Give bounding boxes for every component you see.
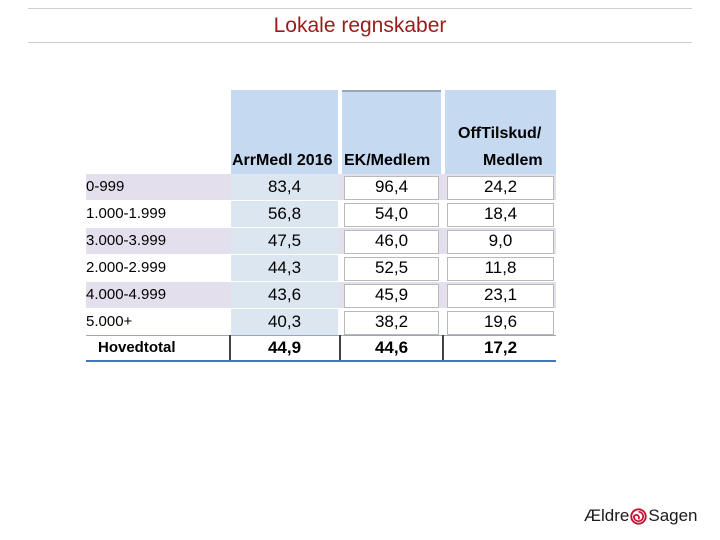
aeldre-sagen-logo (584, 503, 698, 529)
total-arrmedl: 44,9 (267, 338, 302, 357)
table-row (86, 309, 556, 335)
ek-medlem-value: 96,4 (374, 177, 409, 196)
total-separator-2 (339, 335, 341, 361)
row-label: 0-999 (86, 178, 125, 195)
arrmedl-value: 56,8 (267, 204, 302, 223)
table-row (86, 228, 556, 254)
logo-text-right: Sagen (648, 506, 698, 525)
slide-title: Lokale regnskaber (273, 14, 447, 37)
table-row (86, 201, 556, 227)
total-offtilskud: 17,2 (483, 338, 518, 357)
row-label: 4.000-4.999 (86, 286, 167, 303)
arrmedl-value: 44,3 (267, 258, 302, 277)
row-label: 3.000-3.999 (86, 232, 167, 249)
ek-medlem-value: 38,2 (374, 312, 409, 331)
total-label: Hovedtotal (98, 339, 176, 356)
offtilskud-value: 18,4 (483, 204, 518, 223)
row-label: 5.000+ (86, 313, 133, 330)
offtilskud-value: 19,6 (483, 312, 518, 331)
offtilskud-value: 23,1 (483, 285, 518, 304)
arrmedl-value: 83,4 (267, 177, 302, 196)
arrmedl-value: 47,5 (267, 231, 302, 250)
table-row (86, 282, 556, 308)
header-medlem: Medlem (483, 152, 543, 169)
header-ek-medlem: EK/Medlem (344, 152, 431, 169)
ek-medlem-value: 46,0 (374, 231, 409, 250)
header-gap-2 (441, 90, 445, 174)
table-row (86, 255, 556, 281)
offtilskud-value: 24,2 (483, 177, 518, 196)
arrmedl-value: 43,6 (267, 285, 302, 304)
ek-medlem-value: 54,0 (374, 204, 409, 223)
total-row (86, 335, 556, 361)
ek-medlem-value: 45,9 (374, 285, 409, 304)
logo-text-left: Ældre (584, 506, 630, 525)
swirl-icon (630, 508, 647, 525)
offtilskud-value: 9,0 (488, 231, 513, 250)
total-bottom-line (86, 360, 556, 362)
header-top-line (342, 90, 441, 92)
total-separator-3 (442, 335, 444, 361)
row-label: 2.000-2.999 (86, 259, 167, 276)
arrmedl-value: 40,3 (267, 312, 302, 331)
total-ek-medlem: 44,6 (374, 338, 409, 357)
top-rule (28, 8, 692, 9)
data-table-image (86, 90, 556, 362)
header-gap-1 (338, 90, 342, 174)
ek-medlem-value: 52,5 (374, 258, 409, 277)
title-underline (28, 42, 692, 43)
header-arrmedl: ArrMedl 2016 (232, 152, 333, 169)
row-label: 1.000-1.999 (86, 205, 167, 222)
header-offtilskud: OffTilskud/ (458, 125, 542, 142)
table-row (86, 174, 556, 200)
offtilskud-value: 11,8 (484, 258, 517, 277)
